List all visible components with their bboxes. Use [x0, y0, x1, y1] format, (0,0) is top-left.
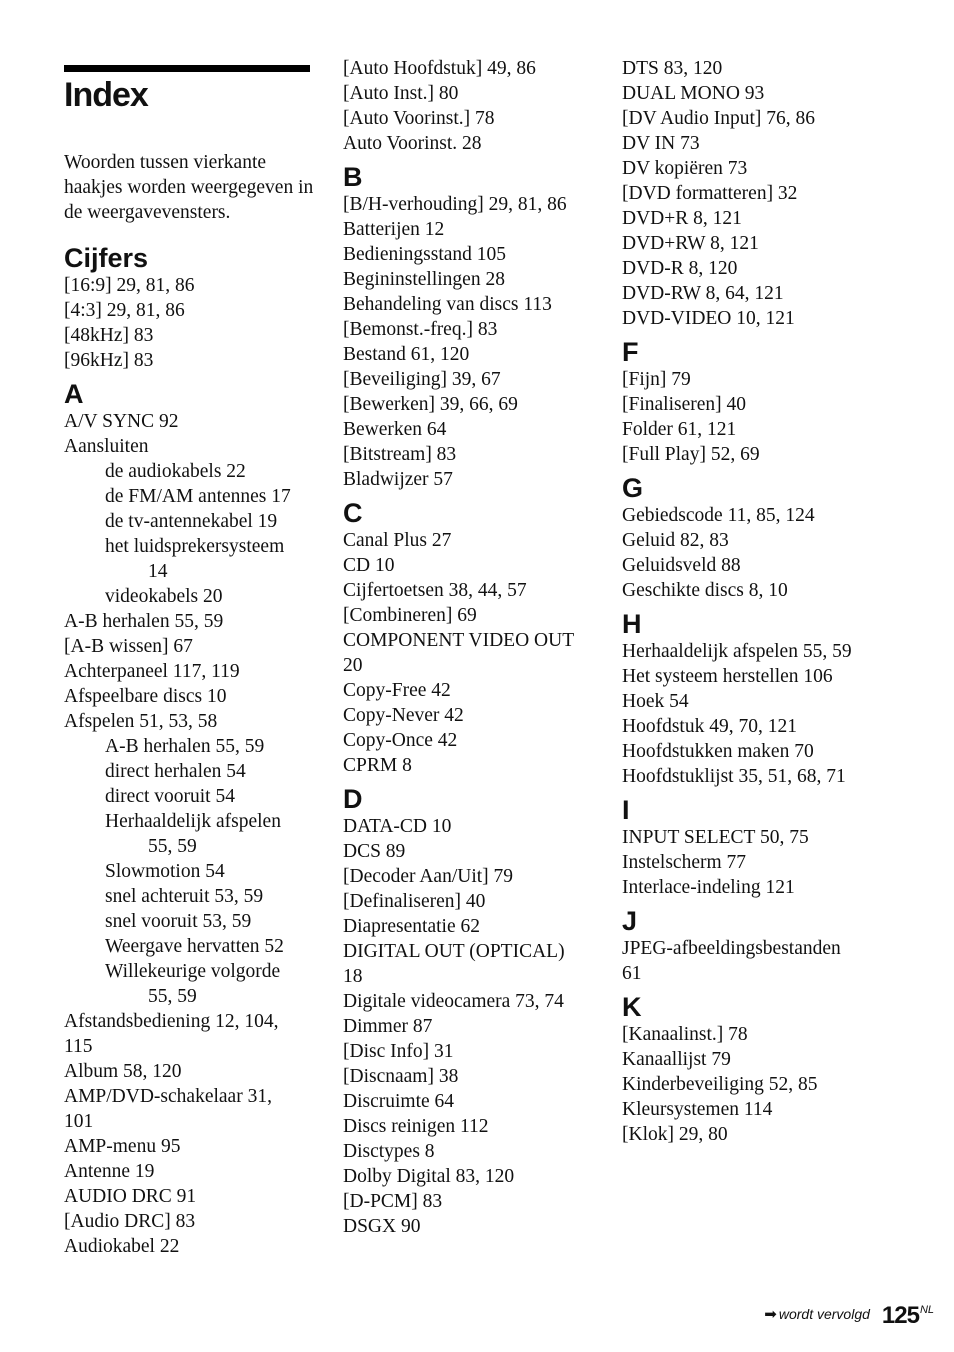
index-entry: Hoofdstuklijst 35, 51, 68, 71	[622, 766, 846, 787]
index-entry: A-B herhalen 55, 59	[64, 611, 224, 632]
index-entry: 20	[343, 655, 363, 676]
index-entry: A/V SYNC 92	[64, 411, 179, 432]
index-entry: COMPONENT VIDEO OUT	[343, 630, 575, 651]
index-entry: Interlace-indeling 121	[622, 877, 795, 898]
page-footer	[764, 1300, 934, 1330]
index-entry: [A-B wissen] 67	[64, 636, 193, 657]
index-entry: DATA-CD 10	[343, 816, 452, 837]
index-entry: Copy-Free 42	[343, 680, 451, 701]
index-entry: DV IN 73	[622, 133, 700, 154]
index-entry: 18	[343, 966, 363, 987]
index-section	[622, 56, 882, 331]
section-heading: I	[622, 795, 630, 825]
index-entry: Begininstellingen 28	[343, 269, 505, 290]
index-entry: Folder 61, 121	[622, 419, 737, 440]
page-title: Index	[64, 76, 148, 114]
section-heading: F	[622, 337, 639, 367]
index-subentry: Weergave hervatten 52	[105, 936, 284, 957]
section-heading: K	[622, 992, 642, 1022]
section-heading: D	[343, 784, 363, 814]
index-entry: [Disc Info] 31	[343, 1041, 454, 1062]
index-entry: Album 58, 120	[64, 1061, 182, 1082]
index-entry: [B/H-verhouding] 29, 81, 86	[343, 194, 567, 215]
section-heading: G	[622, 473, 644, 503]
index-entry: [Combineren] 69	[343, 605, 477, 626]
arrow-right-icon: ➡	[764, 1306, 777, 1323]
index-entry: [Definaliseren] 40	[343, 891, 486, 912]
index-entry: Canal Plus 27	[343, 530, 452, 551]
index-section	[343, 784, 603, 1239]
index-section	[622, 795, 882, 900]
index-subentry: de FM/AM antennes 17	[105, 486, 291, 507]
title-rule	[64, 65, 310, 72]
index-entry: Dolby Digital 83, 120	[343, 1166, 515, 1187]
index-entry: JPEG-afbeeldingsbestanden	[622, 938, 841, 959]
index-section	[64, 243, 314, 373]
index-entry: DVD-R 8, 120	[622, 258, 738, 279]
index-section	[622, 609, 882, 789]
index-entry: Behandeling van discs 113	[343, 294, 552, 315]
index-entry: Kinderbeveiliging 52, 85	[622, 1074, 818, 1095]
index-section	[64, 379, 314, 1259]
index-entry: 101	[64, 1111, 94, 1132]
section-heading: B	[343, 162, 363, 192]
index-entry: Afspeelbare discs 10	[64, 686, 227, 707]
index-entry: Disctypes 8	[343, 1141, 435, 1162]
page-number: 125	[881, 1302, 919, 1329]
index-entry: Copy-Once 42	[343, 730, 458, 751]
index-section	[343, 498, 603, 778]
index-entry: Geschikte discs 8, 10	[622, 580, 788, 601]
index-entry: [Bewerken] 39, 66, 69	[343, 394, 518, 415]
index-entry: [Auto Hoofdstuk] 49, 86	[343, 58, 536, 79]
index-section	[343, 162, 603, 492]
index-entry: Antenne 19	[64, 1161, 155, 1182]
index-entry: Herhaaldelijk afspelen 55, 59	[622, 641, 852, 662]
index-entry: Dimmer 87	[343, 1016, 433, 1037]
index-entry: Hoofdstuk 49, 70, 121	[622, 716, 797, 737]
section-heading: Cijfers	[64, 243, 149, 273]
index-entry: Kleursystemen 114	[622, 1099, 773, 1120]
index-column-2	[343, 56, 603, 1239]
index-entry: 115	[64, 1036, 93, 1057]
index-entry: [Full Play] 52, 69	[622, 444, 760, 465]
continued-label: wordt vervolgd	[778, 1306, 870, 1322]
index-section	[622, 992, 882, 1147]
index-entry: Digitale videocamera 73, 74	[343, 991, 564, 1012]
index-section	[343, 56, 603, 156]
index-entry: DCS 89	[343, 841, 406, 862]
index-section	[622, 906, 882, 986]
index-entry: [Kanaalinst.] 78	[622, 1024, 748, 1045]
index-entry: Afstandsbediening 12, 104,	[64, 1011, 279, 1032]
index-subentry: de tv-antennekabel 19	[105, 511, 278, 532]
index-subentry: snel vooruit 53, 59	[105, 911, 252, 932]
index-entry: AMP/DVD-schakelaar 31,	[64, 1086, 272, 1107]
index-entry: Cijfertoetsen 38, 44, 57	[343, 580, 527, 601]
index-section	[622, 337, 882, 467]
index-subentry: direct herhalen 54	[105, 761, 246, 782]
index-subentry: 14	[148, 561, 168, 582]
index-entry: Instelscherm 77	[622, 852, 747, 873]
index-section	[622, 473, 882, 603]
index-entry: DVD+RW 8, 121	[622, 233, 759, 254]
index-entry: DSGX 90	[343, 1216, 421, 1237]
index-entry: [D-PCM] 83	[343, 1191, 443, 1212]
index-entry: [Fijn] 79	[622, 369, 691, 390]
index-subentry: A-B herhalen 55, 59	[105, 736, 265, 757]
index-entry: Hoofdstukken maken 70	[622, 741, 814, 762]
index-entry: DVD+R 8, 121	[622, 208, 742, 229]
index-entry: [16:9] 29, 81, 86	[64, 275, 195, 296]
index-column-1	[64, 56, 314, 1259]
index-entry: DVD-VIDEO 10, 121	[622, 308, 795, 329]
index-entry: Het systeem herstellen 106	[622, 666, 833, 687]
index-entry: Copy-Never 42	[343, 705, 464, 726]
index-entry: Audiokabel 22	[64, 1236, 180, 1257]
section-heading: H	[622, 609, 642, 639]
index-entry: AMP-menu 95	[64, 1136, 181, 1157]
index-entry: [Decoder Aan/Uit] 79	[343, 866, 514, 887]
index-entry: Bewerken 64	[343, 419, 447, 440]
section-heading: A	[64, 379, 84, 409]
index-entry: 61	[622, 963, 642, 984]
index-subentry: direct vooruit 54	[105, 786, 235, 807]
index-entry: Geluid 82, 83	[622, 530, 729, 551]
index-entry: DTS 83, 120	[622, 58, 723, 79]
index-entry: Bestand 61, 120	[343, 344, 470, 365]
index-entry: Bedieningsstand 105	[343, 244, 507, 265]
index-entry: AUDIO DRC 91	[64, 1186, 197, 1207]
index-subentry: snel achteruit 53, 59	[105, 886, 264, 907]
index-entry: Afspelen 51, 53, 58	[64, 711, 218, 732]
index-entry: [Auto Inst.] 80	[343, 83, 459, 104]
index-entry: Geluidsveld 88	[622, 555, 741, 576]
index-entry: [DVD formatteren] 32	[622, 183, 798, 204]
continued-note	[764, 1305, 870, 1330]
index-entry: INPUT SELECT 50, 75	[622, 827, 809, 848]
index-column-3	[622, 56, 882, 1147]
language-code: NL	[919, 1304, 934, 1316]
index-entry: [96kHz] 83	[64, 350, 154, 371]
section-heading: C	[343, 498, 363, 528]
index-entry: Discs reinigen 112	[343, 1116, 489, 1137]
index-entry: CD 10	[343, 555, 395, 576]
index-subentry: Slowmotion 54	[105, 861, 225, 882]
index-entry: Bladwijzer 57	[343, 469, 453, 490]
index-subentry: Herhaaldelijk afspelen	[105, 811, 281, 832]
index-entry: Discruimte 64	[343, 1091, 455, 1112]
index-entry: [Finaliseren] 40	[622, 394, 747, 415]
index-entry: Kanaallijst 79	[622, 1049, 731, 1070]
section-heading: J	[622, 906, 638, 936]
intro-text: Woorden tussen vierkante haakjes worden weergegeven in de weergavevensters.	[64, 152, 314, 223]
index-subentry: de audiokabels 22	[105, 461, 246, 482]
index-subentry: Willekeurige volgorde	[105, 961, 281, 982]
index-entry: Auto Voorinst. 28	[343, 133, 482, 154]
index-entry: Hoek 54	[622, 691, 689, 712]
index-entry: [Bitstream] 83	[343, 444, 457, 465]
index-entry: DUAL MONO 93	[622, 83, 765, 104]
index-entry: [4:3] 29, 81, 86	[64, 300, 185, 321]
index-subentry: 55, 59	[148, 836, 197, 857]
index-entry: [48kHz] 83	[64, 325, 154, 346]
index-entry: Diapresentatie 62	[343, 916, 480, 937]
index-entry: [Discnaam] 38	[343, 1066, 459, 1087]
index-entry: [Auto Voorinst.] 78	[343, 108, 495, 129]
index-subentry: het luidsprekersysteem	[105, 536, 285, 557]
index-entry: [DV Audio Input] 76, 86	[622, 108, 816, 129]
index-entry: [Bemonst.-freq.] 83	[343, 319, 498, 340]
index-entry: DIGITAL OUT (OPTICAL)	[343, 941, 565, 962]
index-entry: [Beveiliging] 39, 67	[343, 369, 501, 390]
index-entry: Batterijen 12	[343, 219, 445, 240]
index-entry: [Audio DRC] 83	[64, 1211, 196, 1232]
index-entry: DV kopiëren 73	[622, 158, 748, 179]
index-entry: CPRM 8	[343, 755, 412, 776]
index-entry: DVD-RW 8, 64, 121	[622, 283, 784, 304]
index-entry: [Klok] 29, 80	[622, 1124, 728, 1145]
index-entry: Achterpaneel 117, 119	[64, 661, 240, 682]
index-subentry: videokabels 20	[105, 586, 223, 607]
index-subentry: 55, 59	[148, 986, 197, 1007]
index-entry: Gebiedscode 11, 85, 124	[622, 505, 815, 526]
index-entry: Aansluiten	[64, 436, 149, 457]
